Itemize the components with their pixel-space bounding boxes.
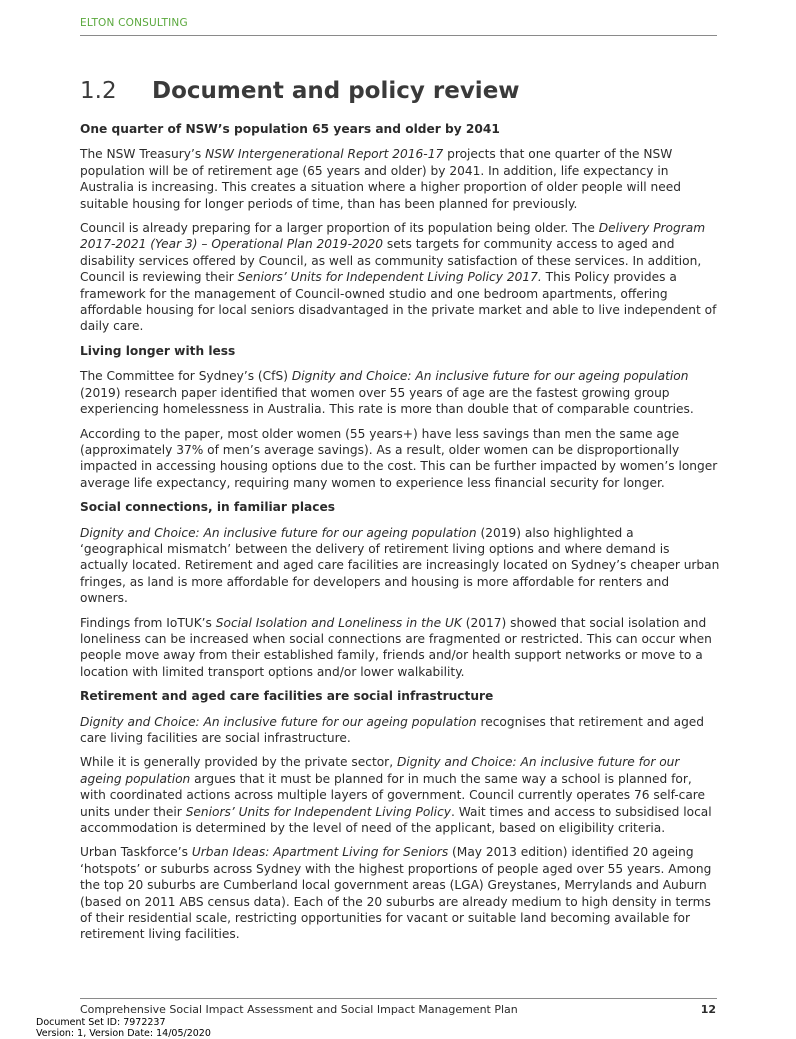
- paragraph-older-women: According to the paper, most older women (55 years+) have less savings than men the same age (approximately 37% of men’s average savings). As a result, older women can be disproportionally impacted in accessing housing options due to the cost. This can be further impacted by women’s longer average life expectancy, requiring many women to experience less financial security for longer.: [80, 426, 718, 490]
- header-rule: [80, 35, 717, 36]
- page-number: 12: [700, 1003, 716, 1016]
- section-number: 1.2: [80, 78, 117, 104]
- header-org: ELTON CONSULTING: [80, 17, 188, 29]
- paragraph-treasury: The NSW Treasury’s NSW Intergenerational Report 2016-17 projects that one quarter of the NSW population will be of retirement age (65 years and older) by 2041. In addition, life expectancy in Australia is increasing. This creates a situation where a higher proportion of older people will need suitable housing for longer periods of time, than has been planned for previously.: [80, 147, 682, 211]
- footer-rule: [80, 998, 717, 999]
- paragraph-recognises: Dignity and Choice: An inclusive future for our ageing population recognises that retirement and aged care living facilities are social infrastructure.: [80, 714, 705, 745]
- paragraph-private-sector: While it is generally provided by the private sector, Dignity and Choice: An inclusive future for our ageing population argues that it must be planned for in much the same way a school is planned for, with coordinated actions across multiple layers of government. Council currently operates 76 self-care units under their Seniors’ Units for Independent Living Policy. Wait times and access to subsidised local accommodation is determined by the level of need of the applicant, based on eligibility criteria.: [80, 755, 712, 836]
- paragraph-urban-taskforce: Urban Taskforce’s Urban Ideas: Apartment Living for Seniors (May 2013 edition) identified 20 ageing ‘hotspots’ or suburbs across Sydney with the highest proportions of people aged over 55 years. Among the top 20 suburbs are Cumberland local government areas (LGA) Greystanes, Merrylands and Auburn (based on 2011 ABS census data). Each of the 20 suburbs are already medium to high density in terms of their residential scale, restricting opportunities for vacant or suitable land becoming available for retirement living facilities.: [80, 845, 712, 942]
- body-content: [80, 121, 720, 951]
- document-set-id: Document Set ID: 7972237: [36, 1017, 166, 1028]
- paragraph-council-preparing: Council is already preparing for a larger proportion of its population being older. The Delivery Program 2017-2021 (Year 3) – Operational Plan 2019-2020 sets targets for community access to aged and disability services offered by Council, as well as community satisfaction of these services. In addition, Council is reviewing their Seniors’ Units for Independent Living Policy 2017. This Policy provides a framework for the management of Council-owned studio and one bedroom apartments, offering affordable housing for local seniors disadvantaged in the private market and able to live independent of daily care.: [80, 221, 717, 334]
- paragraph-geographical-mismatch: Dignity and Choice: An inclusive future for our ageing population (2019) also highlighted a ‘geographical mismatch’ between the delivery of retirement living options and where demand is actually located. Retirement and aged care facilities are increasingly located on Sydney’s cheaper urban fringes, as land is more affordable for developers and housing is more affordable for renters and owners.: [80, 525, 720, 606]
- subheading-social-connections: Social connections, in familiar places: [80, 500, 336, 515]
- paragraph-iotuk-findings: Findings from IoTUK’s Social Isolation and Loneliness in the UK (2017) showed that social isolation and loneliness can be increased when social connections are fragmented or restricted. This can occur when people move away from their established family, friends and/or health support networks or move to a location with limited transport options and/or lower walkability.: [80, 615, 712, 679]
- section-heading: [80, 78, 720, 110]
- document-version: Version: 1, Version Date: 14/05/2020: [36, 1028, 211, 1039]
- footer-title: Comprehensive Social Impact Assessment and Social Impact Management Plan: [80, 1003, 518, 1016]
- subheading-living-longer: Living longer with less: [80, 343, 236, 358]
- paragraph-cfs-research: The Committee for Sydney’s (CfS) Dignity and Choice: An inclusive future for our ageing population (2019) research paper identified that women over 55 years of age are the fastest growing group experiencing homelessness in Australia. This rate is more than double that of comparable countries.: [80, 369, 694, 417]
- section-title: Document and policy review: [152, 78, 520, 104]
- subheading-population: One quarter of NSW’s population 65 years and older by 2041: [80, 122, 500, 136]
- subheading-social-infrastructure: Retirement and aged care facilities are social infrastructure: [80, 689, 494, 704]
